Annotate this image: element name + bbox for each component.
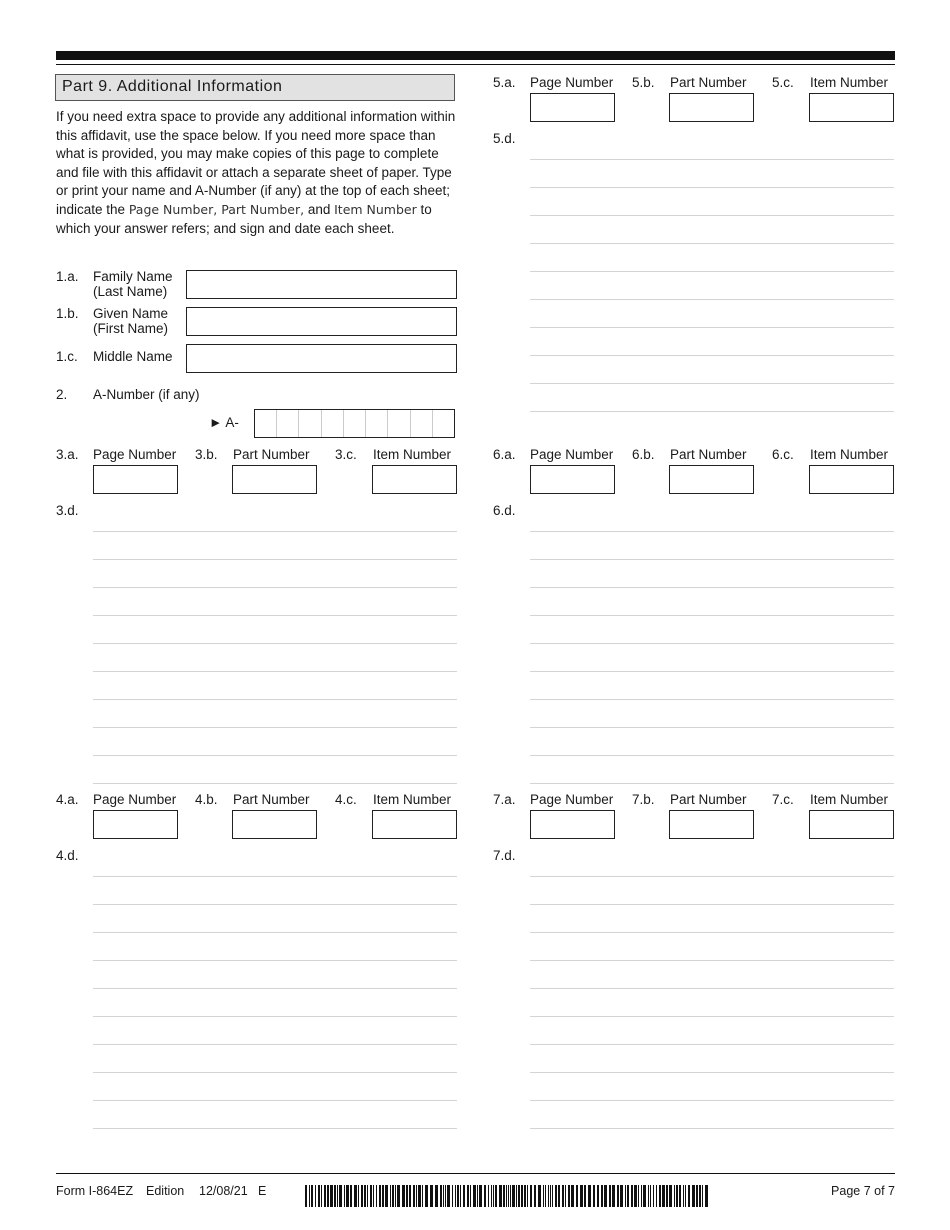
barcode-bar: [576, 1185, 578, 1207]
page-number-label: Page Number: [530, 792, 614, 807]
given-name-input[interactable]: [186, 307, 457, 336]
given-name-label: Given Name (First Name): [93, 306, 169, 336]
barcode: [305, 1185, 713, 1207]
barcode-bar: [548, 1185, 549, 1207]
barcode-bar: [688, 1185, 690, 1207]
page-number-label: Page Number: [530, 447, 614, 462]
barcode-bar: [641, 1185, 642, 1207]
answer-line: [530, 327, 894, 328]
barcode-bar: [685, 1185, 686, 1207]
middle-name-number: 1.c.: [56, 349, 78, 364]
barcode-bar: [382, 1185, 384, 1207]
barcode-bar: [692, 1185, 695, 1207]
answer-line: [530, 755, 894, 756]
answer-line: [530, 1100, 894, 1101]
part-number-label: Part Number: [670, 75, 747, 90]
barcode-bar: [545, 1185, 546, 1207]
part-number-item-id: 3.b.: [195, 447, 218, 462]
answer-line: [93, 932, 457, 933]
page-number-input[interactable]: [530, 465, 615, 494]
item-number-label: Item Number: [810, 792, 889, 807]
answer-line: [530, 727, 894, 728]
answer-line: [93, 1072, 457, 1073]
answer-line: [530, 383, 894, 384]
item-number-label: Item Number: [810, 447, 889, 462]
a-number-digit: [366, 410, 388, 437]
barcode-bar: [499, 1185, 502, 1207]
item-number-input[interactable]: [809, 93, 894, 122]
item-number-input[interactable]: [372, 465, 457, 494]
page-number-label: Page Number: [93, 792, 177, 807]
barcode-bar: [521, 1185, 523, 1207]
answer-line: [93, 531, 457, 532]
answer-item-id: 6.d.: [493, 503, 516, 518]
item-number-input[interactable]: [372, 810, 457, 839]
barcode-bar: [538, 1185, 541, 1207]
barcode-bar: [318, 1185, 320, 1207]
answer-line: [530, 960, 894, 961]
item-number-input[interactable]: [809, 810, 894, 839]
answer-line: [530, 159, 894, 160]
barcode-bar: [409, 1185, 411, 1207]
part-number-label: Part Number: [233, 447, 310, 462]
barcode-bar: [625, 1185, 626, 1207]
barcode-bar: [612, 1185, 615, 1207]
barcode-bar: [669, 1185, 672, 1207]
answer-item-id: 7.d.: [493, 848, 516, 863]
answer-line: [93, 988, 457, 989]
barcode-bar: [491, 1185, 492, 1207]
answer-line: [93, 1016, 457, 1017]
answer-line: [530, 1072, 894, 1073]
barcode-bar: [516, 1185, 517, 1207]
barcode-bar: [604, 1185, 607, 1207]
item-number-item-id: 3.c.: [335, 447, 357, 462]
barcode-bar: [503, 1185, 505, 1207]
page-number-label: Page Number: [530, 75, 614, 90]
item-number-label: Item Number: [373, 447, 452, 462]
item-number-item-id: 4.c.: [335, 792, 357, 807]
barcode-bar: [597, 1185, 599, 1207]
page-number-input[interactable]: [530, 93, 615, 122]
page-number-label: Page Number: [93, 447, 177, 462]
part-number-label: Part Number: [670, 447, 747, 462]
form-number: Form I-864EZ: [56, 1184, 134, 1198]
barcode-bar: [656, 1185, 657, 1207]
term-part-number: Part Number: [221, 201, 301, 217]
barcode-bar: [443, 1185, 444, 1207]
answer-item-id: 4.d.: [56, 848, 79, 863]
answer-line: [530, 587, 894, 588]
barcode-bar: [390, 1185, 391, 1207]
item-number-item-id: 6.c.: [772, 447, 794, 462]
part-number-input[interactable]: [669, 93, 754, 122]
barcode-bar: [364, 1185, 366, 1207]
part-number-input[interactable]: [232, 465, 317, 494]
barcode-bar: [638, 1185, 639, 1207]
answer-item-id: 3.d.: [56, 503, 79, 518]
term-item-number: Item Number: [334, 201, 417, 217]
answer-line: [530, 615, 894, 616]
answer-line: [530, 876, 894, 877]
a-number-digit: [388, 410, 410, 437]
answer-line: [93, 904, 457, 905]
barcode-bar: [588, 1185, 591, 1207]
part-number-input[interactable]: [232, 810, 317, 839]
answer-line: [530, 1128, 894, 1129]
barcode-bar: [321, 1185, 322, 1207]
answer-line: [530, 559, 894, 560]
answer-line: [93, 587, 457, 588]
barcode-bar: [555, 1185, 557, 1207]
barcode-bar: [679, 1185, 681, 1207]
barcode-bar: [379, 1185, 381, 1207]
barcode-bar: [460, 1185, 461, 1207]
a-number-input[interactable]: [254, 409, 455, 438]
barcode-bar: [495, 1185, 497, 1207]
term-separator: ,: [300, 201, 305, 217]
answer-line: [530, 699, 894, 700]
barcode-bar: [344, 1185, 345, 1207]
barcode-bar: [506, 1185, 507, 1207]
barcode-bar: [467, 1185, 469, 1207]
page-number: Page 7 of 7: [831, 1184, 895, 1198]
barcode-bar: [315, 1185, 316, 1207]
page-number-item-id: 3.a.: [56, 447, 79, 462]
answer-line: [93, 643, 457, 644]
barcode-bar: [696, 1185, 698, 1207]
barcode-bar: [337, 1185, 338, 1207]
page-number-item-id: 7.a.: [493, 792, 516, 807]
page-number-input[interactable]: [93, 810, 178, 839]
instructions-text: to which your answer refers; and sign and date each sheet.: [56, 201, 432, 236]
barcode-bar: [562, 1185, 564, 1207]
barcode-bar: [524, 1185, 526, 1207]
barcode-bar: [510, 1185, 511, 1207]
barcode-bar: [512, 1185, 515, 1207]
answer-line: [530, 932, 894, 933]
barcode-bar: [361, 1185, 363, 1207]
answer-line: [530, 671, 894, 672]
answer-line: [93, 699, 457, 700]
given-name-number: 1.b.: [56, 306, 79, 321]
answer-line: [93, 671, 457, 672]
barcode-bar: [617, 1185, 619, 1207]
answer-line: [530, 988, 894, 989]
barcode-bar: [543, 1185, 544, 1207]
barcode-bar: [440, 1185, 442, 1207]
instructions-paragraph: [56, 108, 460, 238]
barcode-bar: [534, 1185, 536, 1207]
a-number-digit: [344, 410, 366, 437]
barcode-bar: [705, 1185, 708, 1207]
barcode-bar: [683, 1185, 684, 1207]
part-number-item-id: 7.b.: [632, 792, 655, 807]
barcode-bar: [346, 1185, 349, 1207]
barcode-bar: [425, 1185, 428, 1207]
edition-date: 12/08/21: [199, 1184, 248, 1198]
barcode-bar: [309, 1185, 310, 1207]
barcode-bar: [406, 1185, 408, 1207]
answer-line: [93, 559, 457, 560]
barcode-bar: [367, 1185, 368, 1207]
barcode-bar: [568, 1185, 570, 1207]
barcode-bar: [463, 1185, 465, 1207]
barcode-bar: [552, 1185, 553, 1207]
barcode-bar: [571, 1185, 574, 1207]
answer-line: [530, 299, 894, 300]
a-number-digit: [277, 410, 299, 437]
top-bar: [56, 51, 895, 60]
barcode-bar: [413, 1185, 415, 1207]
barcode-bar: [457, 1185, 459, 1207]
edition-label: Edition: [146, 1184, 185, 1198]
barcode-bar: [376, 1185, 377, 1207]
part-number-item-id: 6.b.: [632, 447, 655, 462]
part-number-label: Part Number: [233, 792, 310, 807]
barcode-bar: [358, 1185, 359, 1207]
a-number-digit: [433, 410, 454, 437]
barcode-bar: [674, 1185, 675, 1207]
barcode-bar: [702, 1185, 703, 1207]
answer-line: [530, 355, 894, 356]
barcode-bar: [634, 1185, 637, 1207]
barcode-bar: [676, 1185, 678, 1207]
top-rule: [56, 64, 895, 65]
instructions-text: If you need extra space to provide any additional information within this affidavit, use the space below. If you need more space than what is provided, you may make copies of this page to complete and file with this affidavit or attach a separate sheet of paper. Type or print your name and A-Number (if any) at the top of each sheet; indicate the: [56, 109, 456, 217]
item-number-label: Item Number: [810, 75, 889, 90]
a-number-digit: [322, 410, 344, 437]
part-title: Part 9. Additional Information: [55, 74, 455, 101]
barcode-bar: [609, 1185, 611, 1207]
answer-line: [530, 215, 894, 216]
barcode-bar: [530, 1185, 532, 1207]
barcode-bar: [370, 1185, 372, 1207]
answer-line: [530, 1044, 894, 1045]
page-number-item-id: 4.a.: [56, 792, 79, 807]
a-number-label: A-Number (if any): [93, 387, 200, 402]
barcode-bar: [488, 1185, 489, 1207]
barcode-bar: [508, 1185, 509, 1207]
barcode-bar: [558, 1185, 560, 1207]
footer-rule: [56, 1173, 895, 1174]
barcode-bar: [470, 1185, 471, 1207]
barcode-bar: [648, 1185, 649, 1207]
barcode-bar: [666, 1185, 668, 1207]
edition-code: E: [258, 1184, 267, 1198]
barcode-bar: [493, 1185, 494, 1207]
answer-line: [93, 783, 457, 784]
answer-line: [530, 643, 894, 644]
instructions-text: and: [304, 201, 335, 217]
barcode-bar: [601, 1185, 603, 1207]
barcode-bar: [650, 1185, 651, 1207]
page-number-item-id: 6.a.: [493, 447, 516, 462]
barcode-bar: [550, 1185, 551, 1207]
barcode-bar: [422, 1185, 423, 1207]
barcode-bar: [445, 1185, 446, 1207]
barcode-bar: [455, 1185, 456, 1207]
answer-line: [530, 783, 894, 784]
answer-line: [93, 615, 457, 616]
middle-name-input[interactable]: [186, 344, 457, 373]
barcode-bar: [527, 1185, 528, 1207]
barcode-bar: [452, 1185, 453, 1207]
barcode-bar: [662, 1185, 665, 1207]
a-number-prefix: ► A-: [209, 415, 239, 430]
item-number-input[interactable]: [809, 465, 894, 494]
family-name-input[interactable]: [186, 270, 457, 299]
barcode-bar: [565, 1185, 566, 1207]
barcode-bar: [631, 1185, 633, 1207]
middle-name-label: Middle Name: [93, 349, 173, 364]
answer-item-id: 5.d.: [493, 131, 516, 146]
part-number-label: Part Number: [670, 792, 747, 807]
barcode-bar: [593, 1185, 595, 1207]
term-separator: ,: [213, 201, 222, 217]
term-page-number: Page Number: [128, 201, 214, 217]
part-number-input[interactable]: [669, 810, 754, 839]
item-number-item-id: 7.c.: [772, 792, 794, 807]
barcode-bar: [311, 1185, 313, 1207]
barcode-bar: [350, 1185, 352, 1207]
answer-line: [93, 1100, 457, 1101]
barcode-bar: [392, 1185, 394, 1207]
answer-line: [93, 1044, 457, 1045]
barcode-bar: [327, 1185, 329, 1207]
answer-line: [93, 876, 457, 877]
barcode-bar: [447, 1185, 450, 1207]
answer-line: [530, 531, 894, 532]
a-number-digit: [411, 410, 433, 437]
page-number-input[interactable]: [530, 810, 615, 839]
a-number-digit: [255, 410, 277, 437]
item-number-label: Item Number: [373, 792, 452, 807]
answer-line: [530, 904, 894, 905]
barcode-bar: [339, 1185, 342, 1207]
barcode-bar: [385, 1185, 388, 1207]
answer-line: [93, 960, 457, 961]
barcode-bar: [397, 1185, 400, 1207]
barcode-bar: [580, 1185, 583, 1207]
answer-line: [530, 1016, 894, 1017]
barcode-bar: [653, 1185, 654, 1207]
page-number-input[interactable]: [93, 465, 178, 494]
barcode-bar: [324, 1185, 326, 1207]
barcode-bar: [643, 1185, 646, 1207]
barcode-bar: [584, 1185, 586, 1207]
a-number-item-number: 2.: [56, 387, 68, 402]
barcode-bar: [402, 1185, 405, 1207]
barcode-bar: [477, 1185, 478, 1207]
barcode-bar: [416, 1185, 417, 1207]
family-name-label: Family Name (Last Name): [93, 269, 173, 299]
barcode-bar: [518, 1185, 520, 1207]
barcode-bar: [334, 1185, 336, 1207]
barcode-bar: [627, 1185, 629, 1207]
answer-line: [93, 1128, 457, 1129]
barcode-bar: [479, 1185, 482, 1207]
barcode-bar: [395, 1185, 396, 1207]
answer-line: [93, 727, 457, 728]
barcode-bar: [305, 1185, 307, 1207]
barcode-bar: [373, 1185, 374, 1207]
barcode-bar: [484, 1185, 486, 1207]
family-name-number: 1.a.: [56, 269, 79, 284]
item-number-item-id: 5.c.: [772, 75, 794, 90]
answer-line: [530, 411, 894, 412]
part-number-item-id: 5.b.: [632, 75, 655, 90]
barcode-bar: [473, 1185, 476, 1207]
answer-line: [530, 243, 894, 244]
page-number-item-id: 5.a.: [493, 75, 516, 90]
answer-line: [93, 755, 457, 756]
answer-line: [530, 271, 894, 272]
barcode-bar: [435, 1185, 438, 1207]
barcode-bar: [418, 1185, 421, 1207]
answer-line: [530, 187, 894, 188]
barcode-bar: [699, 1185, 701, 1207]
a-number-digit: [299, 410, 321, 437]
barcode-bar: [620, 1185, 623, 1207]
barcode-bar: [659, 1185, 661, 1207]
barcode-bar: [330, 1185, 333, 1207]
barcode-bar: [430, 1185, 433, 1207]
part-number-item-id: 4.b.: [195, 792, 218, 807]
barcode-bar: [354, 1185, 357, 1207]
part-number-input[interactable]: [669, 465, 754, 494]
